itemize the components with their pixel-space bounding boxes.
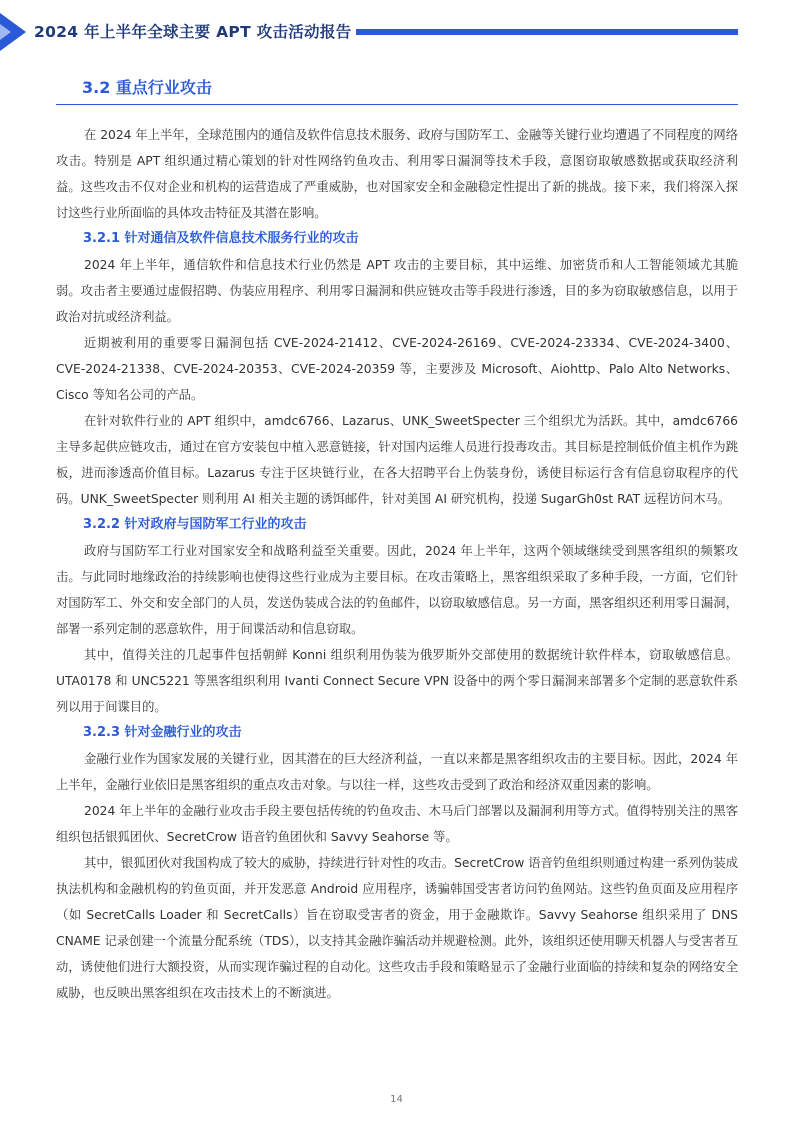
section-title: 3.2 重点行业攻击 [82, 78, 212, 97]
paragraph: 近期被利用的重要零日漏洞包括 CVE-2024-21412、CVE-2024-26169、CVE-2024-23334、CVE-2024-3400、CVE-2024-21338、CVE-2024-20353、CVE-2024-20359 等，主要涉及 Microsoft、Aiohttp、Palo Alto Networks、Cisco 等知名公司的产品。 [56, 336, 738, 402]
subsection-title-finance: 3.2.3 针对金融行业的攻击 [83, 725, 242, 740]
paragraph: 2024 年上半年，通信软件和信息技术行业仍然是 APT 攻击的主要目标，其中运维、加密货币和人工智能领域尤其脆弱。攻击者主要通过虚假招聘、伪装应用程序、利用零日漏洞和供应链攻击等手段进行渗透，目的多为窃取敏感信息，以用于政治对抗或经济利益。 [56, 258, 738, 324]
paragraph: 其中，银狐团伙对我国构成了较大的威胁，持续进行针对性的攻击。SecretCrow 语音钓鱼组织则通过构建一系列伪装成执法机构和金融机构的钓鱼页面，并开发恶意 Android 应用程序，诱骗韩国受害者访问钓鱼网站。这些钓鱼页面及应用程序（如 SecretCalls Loader 和 SecretCalls）旨在窃取受害者的资金，用于金融欺诈。Savvy Seahorse 组织采用了 DNS CNAME 记录创建一个流量分配系统（TDS），以支持其金融诈骗活动并规避检测。此外，该组织还使用聊天机器人与受害者互动，诱使他们进行大额投资，从而实现诈骗过程的自动化。这些攻击手段和策略显示了金融行业面临的持续和复杂的网络安全威胁，也反映出黑客组织在攻击技术上的不断演进。 [56, 856, 738, 1000]
paragraph: 政府与国防军工行业对国家安全和战略利益至关重要。因此，2024 年上半年，这两个领域继续受到黑客组织的频繁攻击。与此同时地缘政治的持续影响也使得这些行业成为主要目标。在攻击策略上，黑客组织采取了多种手段，一方面，它们针对国防军工、外交和安全部门的人员，发送伪装成合法的钓鱼邮件，以窃取敏感信息。另一方面，黑客组织还利用零日漏洞，部署一系列定制的恶意软件，用于间谍活动和信息窃取。 [56, 544, 738, 636]
header-title: 2024 年上半年全球主要 APT 攻击活动报告 [34, 23, 352, 41]
header-bar [356, 29, 738, 35]
paragraph: 其中，值得关注的几起事件包括朝鲜 Konni 组织利用伪装为俄罗斯外交部使用的数据统计软件样本，窃取敏感信息。UTA0178 和 UNC5221 等黑客组织利用 Ivanti Connect Secure VPN 设备中的两个零日漏洞来部署多个定制的恶意软件系列以用于间谍目的。 [56, 648, 738, 714]
paragraph: 2024 年上半年的金融行业攻击手段主要包括传统的钓鱼攻击、木马后门部署以及漏洞利用等方式。值得特别关注的黑客组织包括银狐团伙、SecretCrow 语音钓鱼团伙和 Savvy Seahorse 等。 [56, 804, 738, 844]
subsection-title-government: 3.2.2 针对政府与国防军工行业的攻击 [83, 517, 307, 532]
section-divider [56, 104, 738, 105]
paragraph: 在针对软件行业的 APT 组织中，amdc6766、Lazarus、UNK_SweetSpecter 三个组织尤为活跃。其中，amdc6766 主导多起供应链攻击，通过在官方安装包中植入恶意链接，针对国内运维人员进行投毒攻击。其目标是控制低价值主机作为跳板，进而渗透高价值目标。Lazarus 专注于区块链行业，在各大招聘平台上伪装身份，诱使目标运行含有信息窃取程序的代码。UNK_SweetSpecter 则利用 AI 相关主题的诱饵邮件，针对美国 AI 研究机构，投递 SugarGh0st RAT 远程访问木马。 [56, 414, 738, 506]
intro-paragraph: 在 2024 年上半年，全球范围内的通信及软件信息技术服务、政府与国防军工、金融等关键行业均遭遇了不同程度的网络攻击。特别是 APT 组织通过精心策划的针对性网络钓鱼攻击、利用零日漏洞等技术手段，意图窃取敏感数据或获取经济利益。这些攻击不仅对企业和机构的运营造成了严重威胁，也对国家安全和金融稳定性提出了新的挑战。接下来，我们将深入探讨这些行业所面临的具体攻击特征及其潜在影响。 [56, 128, 738, 220]
header-triangle-accent [0, 24, 11, 40]
page-number: 14 [390, 1094, 403, 1105]
subsection-title-telecom: 3.2.1 针对通信及软件信息技术服务行业的攻击 [83, 231, 359, 246]
paragraph: 金融行业作为国家发展的关键行业，因其潜在的巨大经济利益，一直以来都是黑客组织攻击的主要目标。因此，2024 年上半年，金融行业依旧是黑客组织的重点攻击对象。与以往一样，这些攻击受到了政治和经济双重因素的影响。 [56, 752, 738, 792]
body-content [56, 122, 738, 1006]
